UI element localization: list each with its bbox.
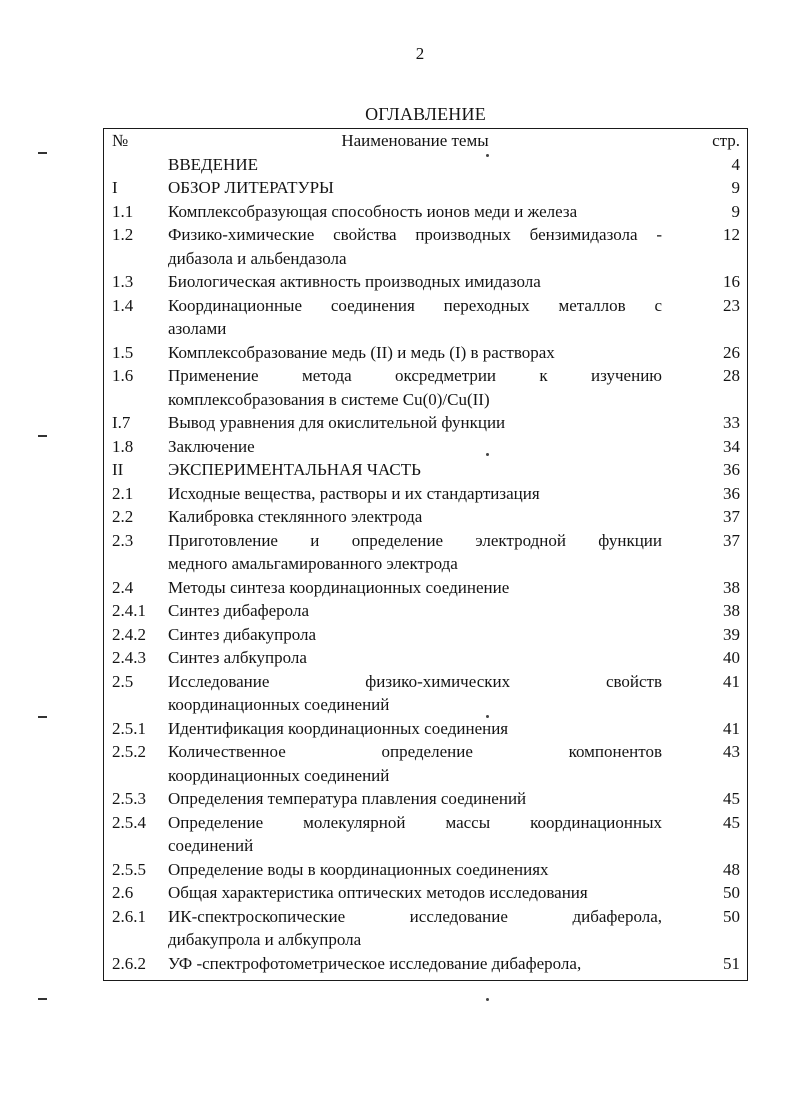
toc-row-title-line2: дибазола и альбендазола (168, 248, 347, 268)
toc-row-page: 43 (723, 742, 740, 761)
toc-row-number: I (112, 178, 118, 197)
scan-margin-mark (38, 435, 47, 437)
toc-row-number: 1.3 (112, 272, 134, 291)
toc-row (104, 435, 747, 459)
toc-row (104, 787, 747, 811)
toc-row-number: 2.5.1 (112, 718, 146, 738)
toc-row (104, 153, 747, 177)
toc-row (104, 294, 747, 341)
toc-row-page: 38 (723, 577, 740, 597)
toc-row-page: 28 (723, 366, 740, 385)
toc-row (104, 952, 747, 976)
toc-row-title: Вывод уравнения для окислительной функции (168, 413, 506, 432)
toc-row-title-line1: Приготовление и определение электродной функции (168, 530, 662, 550)
toc-table (103, 128, 748, 981)
toc-row-number: 2.5.2 (112, 742, 146, 761)
toc-row-title-line2: комплексобразования в системе Cu(0)/Cu(II) (168, 389, 490, 409)
toc-row-title: Синтез дибакупрола (168, 624, 317, 644)
toc-row (104, 811, 747, 858)
toc-row-title: ВВЕДЕНИЕ (168, 154, 258, 174)
toc-row (104, 623, 747, 647)
toc-row-page: 48 (723, 859, 740, 879)
toc-rows (104, 153, 747, 976)
page-number: 2 (415, 44, 425, 63)
toc-row-page: 39 (723, 624, 740, 644)
toc-row-page: 37 (723, 507, 740, 526)
toc-row-page: 51 (723, 953, 740, 973)
toc-row-title-line1: Применение метода оксредметрии к изучению (168, 366, 662, 385)
toc-row-number: 1.5 (112, 342, 134, 362)
toc-row-title (168, 223, 662, 270)
toc-row-number: 2.3 (112, 530, 134, 550)
toc-row-title: ЭКСПЕРИМЕНТАЛЬНАЯ ЧАСТЬ (168, 460, 421, 479)
toc-row-title: Общая характеристика оптических методов исследования (168, 883, 588, 902)
toc-row (104, 411, 747, 435)
toc-row (104, 717, 747, 741)
toc-row (104, 670, 747, 717)
toc-row (104, 270, 747, 294)
toc-row-page: 41 (723, 671, 740, 691)
toc-row-page: 36 (723, 483, 740, 503)
toc-row-page: 34 (723, 436, 740, 456)
toc-row-page: 40 (723, 648, 740, 667)
toc-row (104, 905, 747, 952)
toc-row-number: 2.5.5 (112, 859, 146, 879)
toc-row-title: Заключение (168, 436, 255, 456)
toc-row (104, 341, 747, 365)
toc-row-number: 2.5.4 (112, 812, 146, 832)
toc-row-title: Определение воды в координационных соединениях (168, 859, 549, 879)
toc-row-number: 1.6 (112, 366, 134, 385)
toc-row-page: 37 (723, 530, 740, 550)
toc-row (104, 858, 747, 882)
toc-row-title: Синтез албкупрола (168, 648, 307, 667)
toc-row-number: 1.1 (112, 201, 134, 221)
toc-row (104, 200, 747, 224)
toc-row-title-line2: соединений (168, 836, 254, 855)
toc-row (104, 576, 747, 600)
toc-row-number: 2.6 (112, 883, 134, 902)
scan-speck (486, 998, 489, 1001)
toc-row-number: I.7 (112, 413, 131, 432)
toc-row-title: Калибровка стеклянного электрода (168, 507, 423, 526)
toc-row (104, 881, 747, 905)
toc-row-page: 4 (731, 154, 740, 174)
toc-row-title (168, 529, 662, 576)
toc-row-number: II (112, 460, 124, 479)
toc-row (104, 364, 747, 411)
toc-row-title (168, 740, 662, 787)
toc-row-number: 1.8 (112, 436, 134, 456)
toc-row-number: 2.5 (112, 671, 134, 691)
toc-row-page: 45 (723, 789, 740, 808)
toc-row-page: 50 (723, 883, 740, 902)
toc-row-title: Комплексобразование медь (II) и медь (I) в растворах (168, 342, 555, 362)
header-page: стр. (712, 131, 740, 150)
toc-row-page: 38 (723, 601, 740, 620)
toc-row-title: Исходные вещества, растворы и их стандартизация (168, 483, 540, 503)
toc-row-number: 2.4.2 (112, 624, 146, 644)
scan-margin-mark (38, 152, 47, 154)
toc-row-title-line2: азолами (168, 319, 227, 338)
toc-row-number: 2.4.3 (112, 648, 146, 667)
toc-row-title: Идентификация координационных соединения (168, 718, 509, 738)
toc-row-page: 9 (731, 201, 740, 221)
toc-row-page: 9 (731, 178, 740, 197)
toc-row-title (168, 670, 662, 717)
toc-row-title (168, 905, 662, 952)
toc-row-title: ОБЗОР ЛИТЕРАТУРЫ (168, 178, 334, 197)
toc-row-title-line2: координационных соединений (168, 695, 390, 714)
toc-row-page: 33 (723, 413, 740, 432)
toc-row (104, 646, 747, 670)
scan-speck (486, 715, 489, 718)
header-num: № (112, 131, 129, 150)
scan-margin-mark (38, 716, 47, 718)
toc-row-number: 2.5.3 (112, 789, 146, 808)
toc-row-number: 2.6.1 (112, 906, 146, 926)
toc-row-title: Биологическая активность производных имидазола (168, 272, 541, 291)
toc-row-title-line1: Координационные соединения переходных металлов с (168, 295, 662, 315)
toc-row-title-line1: ИК-спектроскопические исследование дибаферола, (168, 906, 662, 926)
toc-row-title-line1: Определение молекулярной массы координационных (168, 812, 662, 832)
toc-row-title: Синтез дибаферола (168, 601, 309, 620)
toc-row-title-line1: Исследование физико-химических свойств (168, 671, 662, 691)
toc-row-title-line1: Количественное определение компонентов (168, 742, 662, 761)
toc-row (104, 505, 747, 529)
toc-row (104, 599, 747, 623)
toc-row-title (168, 364, 662, 411)
toc-row (104, 223, 747, 270)
toc-row-title-line2: координационных соединений (168, 765, 390, 785)
toc-row-title: УФ -спектрофотометрическое исследование дибаферола, (168, 953, 582, 973)
toc-header-row (104, 129, 747, 153)
toc-row-title-line2: медного амальгамированного электрода (168, 554, 458, 573)
toc-row-page: 26 (723, 342, 740, 362)
toc-row-page: 16 (723, 272, 740, 291)
toc-row-page: 45 (723, 812, 740, 832)
header-title: Наименование темы (341, 131, 489, 150)
toc-row-number: 2.1 (112, 483, 134, 503)
toc-row (104, 458, 747, 482)
toc-row-number: 2.4 (112, 577, 134, 597)
toc-row-title: Комплексобразующая способность ионов меди и железа (168, 201, 578, 221)
toc-row (104, 529, 747, 576)
toc-row (104, 740, 747, 787)
toc-row (104, 482, 747, 506)
toc-row-page: 12 (723, 225, 740, 244)
toc-title: ОГЛАВЛЕНИЕ (365, 104, 486, 124)
toc-row-number: 2.2 (112, 507, 134, 526)
toc-row-number: 1.2 (112, 225, 134, 244)
toc-row-number: 2.6.2 (112, 953, 146, 973)
toc-row-page: 41 (723, 718, 740, 738)
scan-speck (486, 453, 489, 456)
toc-row-number: 2.4.1 (112, 601, 146, 620)
toc-row (104, 176, 747, 200)
toc-row-title-line1: Физико-химические свойства производных бензимидазола - (168, 225, 662, 244)
toc-row-title (168, 811, 662, 858)
scan-margin-mark (38, 998, 47, 1000)
toc-row-title-line2: дибакупрола и албкупрола (168, 930, 362, 949)
toc-row-title: Методы синтеза координационных соединение (168, 577, 510, 597)
toc-row-number: 1.4 (112, 295, 134, 315)
toc-row-page: 36 (723, 460, 740, 479)
toc-row-page: 23 (723, 295, 740, 315)
toc-row-page: 50 (723, 906, 740, 926)
toc-row-title (168, 294, 662, 341)
scan-speck (486, 154, 489, 157)
toc-row-title: Определения температура плавления соединений (168, 789, 527, 808)
